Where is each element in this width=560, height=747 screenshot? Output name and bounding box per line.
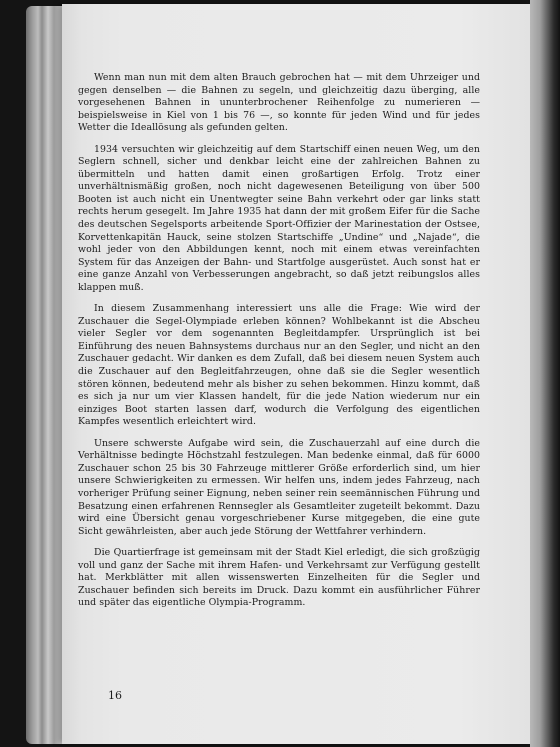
paragraph-1: Wenn man nun mit dem alten Brauch gebrochen hat — mit dem Uhrzeiger und gegen denselben — die Bahnen zu segeln, und gleichzeitig dazu überging, alle vorgesehenen Bahnen in ununterbrochener Reihenfolge zu numerieren — beispielsweise in Kiel von 1 bis 76 —, so konnte für jeden Wind und für jedes Wetter die Ideallösung als gefunden gelten. <box>78 72 480 134</box>
page-number: 16 <box>108 689 122 702</box>
paragraph-5: Die Quartierfrage ist gemeinsam mit der Stadt Kiel erledigt, die sich großzügig voll und ganz der Sache mit ihrem Hafen- und Verkehrsamt zur Verfügung gestellt hat. Merkblätter mit allen wissenswerten Einzelheiten für die Segler und Zuschauer befinden sich bereits im Druck. Dazu kommt ein ausführlicher Führer und später das eigentliche Olympia-Programm. <box>78 547 480 609</box>
body-text <box>78 72 480 619</box>
paragraph-3: In diesem Zusammenhang interessiert uns alle die Frage: Wie wird der Zuschauer die Segel-Olympiade erleben können? Wohlbekannt ist die Abscheu vieler Segler vor dem sogenannten Begleitdampfer. Ursprünglich ist bei Einführung des neuen Bahnsystems durchaus nur an den Segler, und nicht an den Zuschauer gedacht. Wir danken es dem Zufall, daß bei diesem neuen System auch die Zuschauer auf den Begleitfahrzeugen, ohne daß sie die Segler wesentlich stören können, bedeutend mehr als bisher zu sehen bekommen. Hinzu kommt, daß es sich ja nur um vier Klassen handelt, für die jede Nation wiederum nur ein einziges Boot starten lassen darf, wodurch die Verfolgung des eigentlichen Kampfes wesentlich erleichtert wird. <box>78 303 480 428</box>
paragraph-2: 1934 versuchten wir gleichzeitig auf dem Startschiff einen neuen Weg, um den Seglern schnell, sicher und denkbar leicht eine der zahlreichen Bahnen zu übermitteln und hatten damit einen großartigen Erfolg. Trotz einer unverhältnismäßig großen, noch nicht dagewesenen Beteiligung von über 500 Booten ist auch nicht ein Unentwegter seine Bahn verkehrt oder gar links statt rechts herum gesegelt. Im Jahre 1935 hat dann der mit großem Eifer für die Sache des deutschen Segelsports arbeitende Sport-Offizier der Marinestation der Ostsee, Korvettenkapitän Hauck, seine stolzen Startschiffe „Undine“ und „Najade“, die wohl jeder von den Abbildungen kennt, noch mit einem etwas vereinfachten System für das Anzeigen der Bahn- und Startfolge ausgerüstet. Auch sonst hat er eine ganze Anzahl von Verbesserungen angebracht, so daß jetzt reibungslos alles klappen muß. <box>78 143 480 293</box>
book-binding-edge <box>530 0 560 747</box>
paragraph-4: Unsere schwerste Aufgabe wird sein, die Zuschauerzahl auf eine durch die Verhältnisse bedingte Höchstzahl festzulegen. Man bedenke einmal, daß für 6000 Zuschauer schon 25 bis 30 Fahrzeuge mittlerer Größe erforderlich sind, um hier unsere Schwierigkeiten zu ermessen. Wir helfen uns, indem jedes Fahrzeug, nach vorheriger Prüfung seiner Eignung, neben seiner rein seemännischen Führung und Besatzung einen erfahrenen Rennsegler als Gesamtleiter zugeteilt bekommt. Dazu wird eine Übersicht genau vorgeschriebener Kurse mitgegeben, die eine gute Sicht gewährleisten, aber auch jede Störung der Wettfahrer verhindern. <box>78 437 481 537</box>
